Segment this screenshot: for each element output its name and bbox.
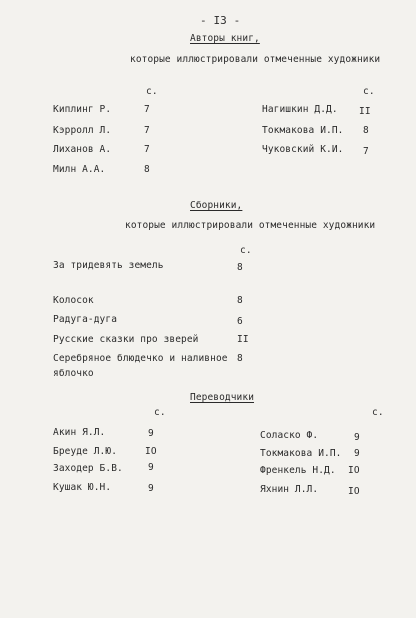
- collections-subheading: которые иллюстрировали отмеченные художники: [125, 220, 376, 231]
- translator-page: IO: [145, 446, 157, 457]
- collection-title: Колосок: [53, 295, 94, 306]
- author-name: Лиханов А.: [53, 144, 112, 155]
- author-page: 7: [144, 144, 150, 155]
- translator-page: 9: [354, 432, 360, 443]
- collection-title: За тридевять земель: [53, 260, 164, 271]
- collection-title-line2: яблочко: [53, 368, 94, 379]
- translator-name: Кушак Ю.Н.: [53, 482, 112, 493]
- translator-name: Акин Я.Л.: [53, 427, 106, 438]
- translator-page: IO: [348, 465, 360, 476]
- collections-heading: Сборники,: [190, 200, 243, 211]
- authors-col-header-left: с.: [146, 86, 158, 97]
- collection-page: 8: [237, 262, 243, 273]
- translator-name: Яхнин Л.Л.: [260, 484, 319, 495]
- collection-page: 8: [237, 295, 243, 306]
- authors-col-header-right: с.: [363, 86, 375, 97]
- translators-col-header-right: с.: [372, 407, 384, 418]
- translator-name: Френкель Н.Д.: [260, 465, 336, 476]
- author-page: 7: [363, 146, 369, 157]
- collection-page: 6: [237, 316, 243, 327]
- collection-title: Русские сказки про зверей: [53, 334, 199, 345]
- translator-page: 9: [148, 483, 154, 494]
- translator-page: IO: [348, 486, 360, 497]
- translators-col-header-left: с.: [154, 407, 166, 418]
- collection-title-line1: Серебряное блюдечко и наливное: [53, 353, 228, 364]
- translator-name: Бреуде Л.Ю.: [53, 446, 118, 457]
- translator-page: 9: [354, 448, 360, 459]
- author-page: 7: [144, 104, 150, 115]
- author-page: 8: [144, 164, 150, 175]
- author-name: Киплинг Р.: [53, 104, 112, 115]
- collection-title: Радуга-дуга: [53, 314, 118, 325]
- author-page: 8: [363, 125, 369, 136]
- author-page: 7: [144, 125, 150, 136]
- collection-page: 8: [237, 353, 243, 364]
- translator-page: 9: [148, 462, 154, 473]
- authors-subheading: которые иллюстрировали отмеченные художники: [130, 54, 381, 65]
- author-name: Чуковский К.И.: [262, 144, 344, 155]
- authors-heading: Авторы книг,: [190, 33, 260, 44]
- page-number: - I3 -: [200, 14, 241, 27]
- collection-page: II: [237, 334, 249, 345]
- author-name: Милн А.А.: [53, 164, 106, 175]
- translator-name: Заходер Б.В.: [53, 463, 123, 474]
- author-name: Кэрролл Л.: [53, 125, 112, 136]
- author-name: Токмакова И.П.: [262, 125, 344, 136]
- translator-page: 9: [148, 428, 154, 439]
- translators-heading: Переводчики: [190, 392, 255, 403]
- translator-name: Соласко Ф.: [260, 430, 319, 441]
- translator-name: Токмакова И.П.: [260, 448, 342, 459]
- author-name: Нагишкин Д.Д.: [262, 104, 338, 115]
- author-page: II: [359, 106, 371, 117]
- collections-col-header: с.: [240, 245, 252, 256]
